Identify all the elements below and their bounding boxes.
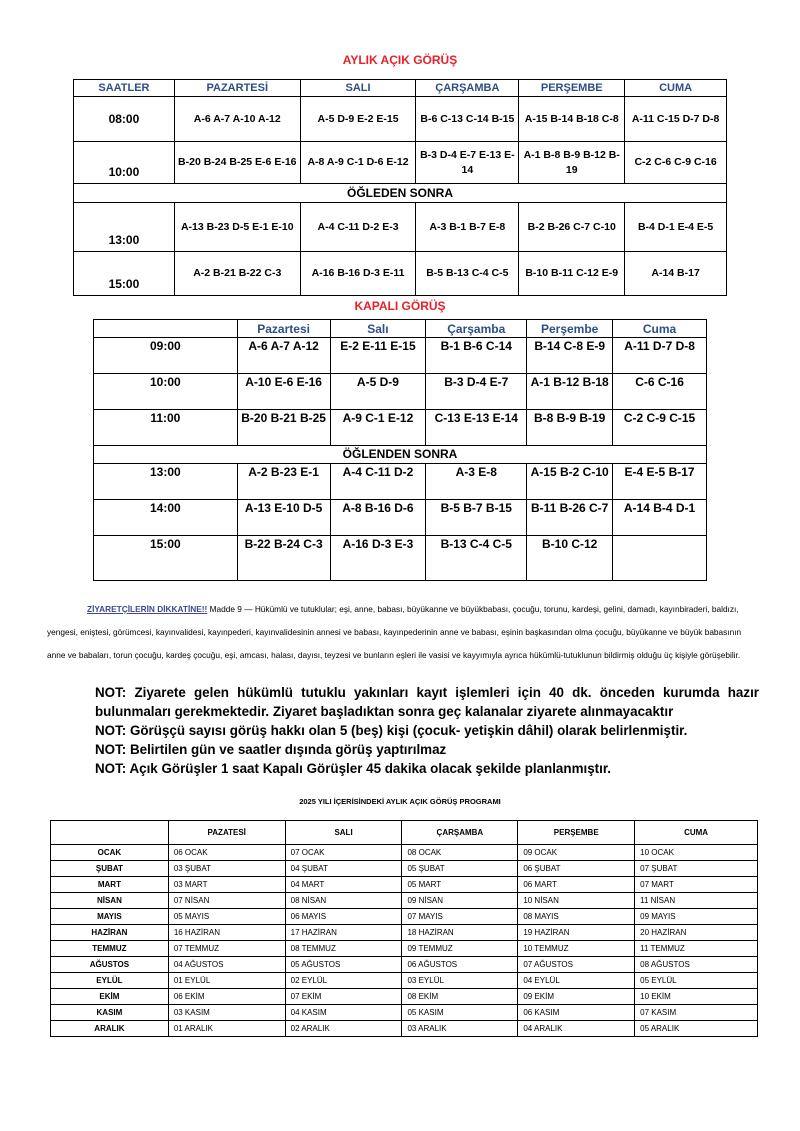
- date-cell: 10 OCAK: [635, 845, 758, 861]
- header-cell: PERŞEMBE: [519, 80, 625, 97]
- month-cell: ARALIK: [51, 1021, 169, 1037]
- date-cell: 11 NİSAN: [635, 893, 758, 909]
- table-row: [74, 142, 727, 184]
- table-cell: E-4 E-5 B-17: [613, 464, 707, 500]
- date-cell: 05 AĞUSTOS: [285, 957, 402, 973]
- date-cell: 05 KASIM: [402, 1005, 518, 1021]
- table-cell: A-6 A-7 A-10 A-12: [174, 97, 300, 142]
- header-cell: Pazartesi: [237, 320, 330, 338]
- date-cell: 04 ŞUBAT: [285, 861, 402, 877]
- table-cell: C-13 E-13 E-14: [426, 410, 527, 446]
- date-cell: 05 MART: [402, 877, 518, 893]
- note-item: NOT: Ziyarete gelen hükümlü tutuklu yakınları kayıt işlemleri için 40 dk. önceden kurumda hazır bulunmaları gerekmektedir. Ziyaret başladıktan sonra geç kalanalar ziyarete alınmayacaktır: [95, 685, 759, 719]
- table-cell: B-11 B-26 C-7: [527, 500, 613, 536]
- date-cell: 06 KASIM: [518, 1005, 635, 1021]
- table-cell: A-8 B-16 D-6: [330, 500, 426, 536]
- table-row: [51, 925, 758, 941]
- date-cell: 05 EYLÜL: [635, 973, 758, 989]
- header-cell: SALI: [300, 80, 416, 97]
- table-row: [51, 893, 758, 909]
- header-cell: Çarşamba: [426, 320, 527, 338]
- table-row: [51, 957, 758, 973]
- table-cell: A-3 B-1 B-7 E-8: [416, 203, 519, 252]
- table-cell: B-10 B-11 C-12 E-9: [519, 252, 625, 296]
- date-cell: 08 AĞUSTOS: [635, 957, 758, 973]
- time-cell: 10:00: [94, 374, 238, 410]
- table-cell: A-15 B-14 B-18 C-8: [519, 97, 625, 142]
- header-cell: Salı: [330, 320, 426, 338]
- table-cell: B-20 B-24 B-25 E-6 E-16: [174, 142, 300, 184]
- table-cell: A-6 A-7 A-12: [237, 338, 330, 374]
- table-cell: A-11 C-15 D-7 D-8: [625, 97, 727, 142]
- date-cell: 09 NİSAN: [402, 893, 518, 909]
- table-header-row: [51, 821, 758, 845]
- header-cell: CUMA: [625, 80, 727, 97]
- date-cell: 06 MAYIS: [285, 909, 402, 925]
- table-cell: [613, 536, 707, 581]
- date-cell: 11 TEMMUZ: [635, 941, 758, 957]
- header-cell: SALI: [285, 821, 402, 845]
- table-cell: A-5 D-9: [330, 374, 426, 410]
- closed-visit-table: [93, 319, 707, 581]
- month-cell: MART: [51, 877, 169, 893]
- note-item: NOT: Belirtilen gün ve saatler dışında görüş yaptırılmaz: [95, 742, 447, 757]
- table-row: [51, 861, 758, 877]
- table-row: [51, 941, 758, 957]
- date-cell: 17 HAZİRAN: [285, 925, 402, 941]
- date-cell: 19 HAZİRAN: [518, 925, 635, 941]
- afternoon-label: ÖĞLENDEN SONRA: [94, 446, 707, 464]
- table-cell: A-14 B-17: [625, 252, 727, 296]
- date-cell: 05 ŞUBAT: [402, 861, 518, 877]
- date-cell: 05 MAYIS: [168, 909, 285, 925]
- time-cell: 14:00: [94, 500, 238, 536]
- header-cell: CUMA: [635, 821, 758, 845]
- date-cell: 07 MAYIS: [402, 909, 518, 925]
- date-cell: 03 ŞUBAT: [168, 861, 285, 877]
- date-cell: 03 ARALIK: [402, 1021, 518, 1037]
- header-cell: PAZARTESİ: [174, 80, 300, 97]
- month-cell: ŞUBAT: [51, 861, 169, 877]
- notes-block: [47, 683, 759, 778]
- month-cell: HAZİRAN: [51, 925, 169, 941]
- date-cell: 09 TEMMUZ: [402, 941, 518, 957]
- month-cell: MAYIS: [51, 909, 169, 925]
- date-cell: 04 ARALIK: [518, 1021, 635, 1037]
- date-cell: 08 EKİM: [402, 989, 518, 1005]
- date-cell: 03 MART: [168, 877, 285, 893]
- header-cell: SAATLER: [74, 80, 175, 97]
- month-cell: AĞUSTOS: [51, 957, 169, 973]
- table-cell: A-16 D-3 E-3: [330, 536, 426, 581]
- date-cell: 01 ARALIK: [168, 1021, 285, 1037]
- table-row: [51, 973, 758, 989]
- table-cell: E-2 E-11 E-15: [330, 338, 426, 374]
- visitor-notice: [47, 598, 757, 667]
- table-row: [94, 338, 707, 374]
- table-cell: B-5 B-13 C-4 C-5: [416, 252, 519, 296]
- header-cell: [51, 821, 169, 845]
- month-cell: KASIM: [51, 1005, 169, 1021]
- date-cell: 07 NİSAN: [168, 893, 285, 909]
- table-row: [51, 845, 758, 861]
- table-row: [51, 989, 758, 1005]
- date-cell: 07 MART: [635, 877, 758, 893]
- table-cell: B-22 B-24 C-3: [237, 536, 330, 581]
- date-cell: 09 MAYIS: [635, 909, 758, 925]
- date-cell: 10 TEMMUZ: [518, 941, 635, 957]
- table-cell: B-13 C-4 C-5: [426, 536, 527, 581]
- table-row: [94, 374, 707, 410]
- time-cell: 08:00: [74, 97, 175, 142]
- date-cell: 10 NİSAN: [518, 893, 635, 909]
- date-cell: 07 EKİM: [285, 989, 402, 1005]
- date-cell: 20 HAZİRAN: [635, 925, 758, 941]
- closed-visit-title: KAPALI GÖRÜŞ: [354, 299, 446, 313]
- table-cell: A-4 C-11 D-2: [330, 464, 426, 500]
- notice-text: Madde 9 — Hükümlü ve tutuklular; eşi, anne, babası, büyükanne ve büyükbabası, çocuğu, torunu, kardeşi, gelini, damadı, kayınbiraderi, baldızı, yengesi, eniştesi, görümcesi, kayınvalidesi, kayınpederi, kayınvalidesinin annesi ve babası, kayınpederinin anne ve babası, eşinin başkasından olma çocuğu, büyükanne ve büyük babasının anne ve babaları, torun çocuğu, kardeş çocuğu, eşi, amcası, halası, dayısı, teyzesi ve bunların eşleri ile vasisi ve kayyımıyla ayrıca hükümlü-tutuklunun bildirmiş olduğu üç kişiyle görüşebilir.: [47, 604, 742, 660]
- table-cell: A-14 B-4 D-1: [613, 500, 707, 536]
- note-item: NOT: Açık Görüşler 1 saat Kapalı Görüşler 45 dakika olacak şekilde planlanmıştır.: [95, 761, 612, 776]
- header-cell: Perşembe: [527, 320, 613, 338]
- date-cell: 07 TEMMUZ: [168, 941, 285, 957]
- table-cell: A-2 B-21 B-22 C-3: [174, 252, 300, 296]
- date-cell: 06 OCAK: [168, 845, 285, 861]
- section-row: [74, 184, 727, 203]
- date-cell: 03 EYLÜL: [402, 973, 518, 989]
- month-cell: OCAK: [51, 845, 169, 861]
- table-cell: B-5 B-7 B-15: [426, 500, 527, 536]
- table-cell: A-3 E-8: [426, 464, 527, 500]
- date-cell: 07 AĞUSTOS: [518, 957, 635, 973]
- table-cell: B-3 D-4 E-7: [426, 374, 527, 410]
- table-cell: B-6 C-13 C-14 B-15: [416, 97, 519, 142]
- table-row: [51, 909, 758, 925]
- table-row: [51, 1005, 758, 1021]
- table-cell: A-1 B-12 B-18: [527, 374, 613, 410]
- date-cell: 07 ŞUBAT: [635, 861, 758, 877]
- time-cell: 13:00: [94, 464, 238, 500]
- month-cell: TEMMUZ: [51, 941, 169, 957]
- date-cell: 18 HAZİRAN: [402, 925, 518, 941]
- table-cell: A-13 E-10 D-5: [237, 500, 330, 536]
- time-cell: 11:00: [94, 410, 238, 446]
- table-row: [74, 252, 727, 296]
- date-cell: 09 OCAK: [518, 845, 635, 861]
- header-cell: PERŞEMBE: [518, 821, 635, 845]
- table-cell: B-14 C-8 E-9: [527, 338, 613, 374]
- schedule-title: 2025 YILI İÇERİSİNDEKİ AYLIK AÇIK GÖRÜŞ PROGRAMI: [299, 797, 501, 806]
- table-row: [94, 536, 707, 581]
- date-cell: 04 EYLÜL: [518, 973, 635, 989]
- date-cell: 08 OCAK: [402, 845, 518, 861]
- date-cell: 08 NİSAN: [285, 893, 402, 909]
- table-cell: A-1 B-8 B-9 B-12 B-19: [519, 142, 625, 184]
- table-row: [74, 97, 727, 142]
- date-cell: 16 HAZİRAN: [168, 925, 285, 941]
- open-visit-title: AYLIK AÇIK GÖRÜŞ: [342, 53, 458, 67]
- date-cell: 06 EKİM: [168, 989, 285, 1005]
- table-cell: A-10 E-6 E-16: [237, 374, 330, 410]
- table-cell: B-8 B-9 B-19: [527, 410, 613, 446]
- table-cell: A-8 A-9 C-1 D-6 E-12: [300, 142, 416, 184]
- date-cell: 04 AĞUSTOS: [168, 957, 285, 973]
- month-cell: EKİM: [51, 989, 169, 1005]
- date-cell: 06 ŞUBAT: [518, 861, 635, 877]
- table-cell: B-3 D-4 E-7 E-13 E-14: [416, 142, 519, 184]
- time-cell: 13:00: [74, 203, 175, 252]
- date-cell: 06 AĞUSTOS: [402, 957, 518, 973]
- table-row: [74, 203, 727, 252]
- table-header-row: [94, 320, 707, 338]
- table-cell: A-15 B-2 C-10: [527, 464, 613, 500]
- date-cell: 08 TEMMUZ: [285, 941, 402, 957]
- table-row: [51, 1021, 758, 1037]
- date-cell: 02 EYLÜL: [285, 973, 402, 989]
- table-cell: A-5 D-9 E-2 E-15: [300, 97, 416, 142]
- table-row: [94, 410, 707, 446]
- table-cell: A-9 C-1 E-12: [330, 410, 426, 446]
- date-cell: 04 KASIM: [285, 1005, 402, 1021]
- table-cell: B-1 B-6 C-14: [426, 338, 527, 374]
- table-cell: B-10 C-12: [527, 536, 613, 581]
- time-cell: 15:00: [74, 252, 175, 296]
- date-cell: 04 MART: [285, 877, 402, 893]
- note-item: NOT: Görüşçü sayısı görüş hakkı olan 5 (beş) kişi (çocuk- yetişkin dâhil) olarak belirlenmiştir.: [95, 723, 688, 738]
- date-cell: 01 EYLÜL: [168, 973, 285, 989]
- afternoon-label: ÖĞLEDEN SONRA: [74, 184, 727, 203]
- table-cell: B-4 D-1 E-4 E-5: [625, 203, 727, 252]
- date-cell: 09 EKİM: [518, 989, 635, 1005]
- table-cell: C-2 C-6 C-9 C-16: [625, 142, 727, 184]
- table-row: [94, 464, 707, 500]
- month-cell: EYLÜL: [51, 973, 169, 989]
- table-cell: A-11 D-7 D-8: [613, 338, 707, 374]
- table-cell: A-2 B-23 E-1: [237, 464, 330, 500]
- header-cell: PAZATESİ: [168, 821, 285, 845]
- date-cell: 07 OCAK: [285, 845, 402, 861]
- table-row: [51, 877, 758, 893]
- table-cell: A-4 C-11 D-2 E-3: [300, 203, 416, 252]
- header-cell: ÇARŞAMBA: [416, 80, 519, 97]
- header-cell: Cuma: [613, 320, 707, 338]
- table-header-row: [74, 80, 727, 97]
- date-cell: 06 MART: [518, 877, 635, 893]
- time-cell: 15:00: [94, 536, 238, 581]
- date-cell: 08 MAYIS: [518, 909, 635, 925]
- date-cell: 05 ARALIK: [635, 1021, 758, 1037]
- notice-warning: ZİYARETÇİLERİN DİKKATİNE!!: [87, 604, 208, 614]
- date-cell: 07 KASIM: [635, 1005, 758, 1021]
- date-cell: 03 KASIM: [168, 1005, 285, 1021]
- time-cell: 09:00: [94, 338, 238, 374]
- table-cell: C-2 C-9 C-15: [613, 410, 707, 446]
- table-cell: C-6 C-16: [613, 374, 707, 410]
- time-cell: 10:00: [74, 142, 175, 184]
- section-row: [94, 446, 707, 464]
- date-cell: 10 EKİM: [635, 989, 758, 1005]
- header-cell: ÇARŞAMBA: [402, 821, 518, 845]
- table-cell: A-16 B-16 D-3 E-11: [300, 252, 416, 296]
- table-cell: B-20 B-21 B-25: [237, 410, 330, 446]
- date-cell: 02 ARALIK: [285, 1021, 402, 1037]
- month-cell: NİSAN: [51, 893, 169, 909]
- table-cell: A-13 B-23 D-5 E-1 E-10: [174, 203, 300, 252]
- schedule-table: [50, 820, 758, 1037]
- header-cell: [94, 320, 238, 338]
- open-visit-table: [73, 79, 727, 296]
- table-cell: B-2 B-26 C-7 C-10: [519, 203, 625, 252]
- table-row: [94, 500, 707, 536]
